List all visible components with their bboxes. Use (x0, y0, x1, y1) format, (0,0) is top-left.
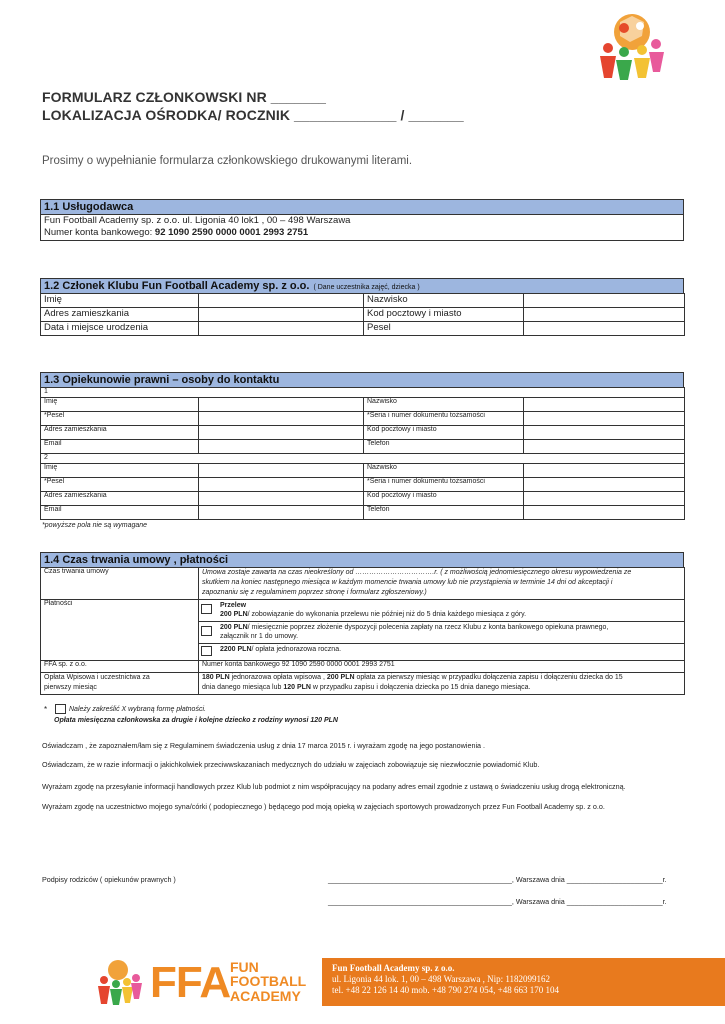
guardian-2-address-field[interactable] (199, 492, 364, 506)
contract-duration-label: Czas trwania umowy (41, 568, 199, 600)
guardian-2-email-label: Email (41, 506, 199, 520)
member-pesel-label: Pesel (364, 322, 524, 336)
payment-table (40, 567, 685, 695)
note-checkbox-icon (55, 704, 66, 714)
member-surname-label: Nazwisko (364, 294, 524, 308)
guardian-2-surname-label: Nazwisko (364, 464, 524, 478)
member-postcode-label: Kod pocztowy i miasto (364, 308, 524, 322)
guardian-2-id-label: *Seria i numer dokumentu tożsamości (364, 478, 524, 492)
section-1-2-heading: 1.2 Członek Klubu Fun Football Academy sp. z o.o. ( Dane uczestnika zajęć, dziecka ) (40, 278, 684, 294)
footer-company: Fun Football Academy sp. z o.o. (332, 963, 455, 973)
guardian-2-id-field[interactable] (524, 478, 685, 492)
member-name-field[interactable] (199, 294, 364, 308)
guardian-2-address-label: Adres zamieszkania (41, 492, 199, 506)
logo-football: FOOTBALL (230, 973, 307, 989)
guardian-1-email-field[interactable] (199, 440, 364, 454)
footer-address: ul. Ligonia 44 lok. 1, 00 – 498 Warszawa , Nip: 1182099162 (332, 974, 550, 984)
ffa-label: FFA sp. z o.o. (41, 661, 199, 673)
guardian-1-name-label: Imię (41, 398, 199, 412)
guardian-2-phone-field[interactable] (524, 506, 685, 520)
section-1-4-heading: 1.4 Czas trwania umowy , płatności (40, 552, 684, 568)
transfer-checkbox[interactable] (201, 604, 212, 614)
guardian-2-postcode-label: Kod pocztowy i miasto (364, 492, 524, 506)
contract-duration-text: Umowa zostaje zawarta na czas nieokreślony od …………………………….r. ( z możliwością jednomiesięcznego okresu wypowiedzenia ze skutkiem na koniec następnego miesiąca w każdym momencie trwania umowy lub nie przystąpienia w terminie 14 dni od akceptacji i zapoznaniu się z regulaminem poprzez stronę i formularz zgłoszeniowy.) (199, 568, 685, 600)
guardian-1-postcode-label: Kod pocztowy i miasto (364, 426, 524, 440)
guardian-2-email-field[interactable] (199, 506, 364, 520)
member-name-label: Imię (41, 294, 199, 308)
guardian-1-name-field[interactable] (199, 398, 364, 412)
section-1-3-heading: 1.3 Opiekunowie prawni – osoby do kontaktu (40, 372, 684, 388)
provider-table (40, 214, 684, 241)
signature-line-2[interactable]: ______________________________________________, Warszawa dnia ________________________r. (328, 897, 667, 906)
payment-option-annual[interactable]: 2200 PLN/ opłata jednorazowa roczna. (199, 644, 684, 660)
guardian-2-postcode-field[interactable] (524, 492, 685, 506)
member-address-label: Adres zamieszkania (41, 308, 199, 322)
guardian-1-pesel-label: *Pesel (41, 412, 199, 426)
guardian-1-surname-label: Nazwisko (364, 398, 524, 412)
footer-contact-band (322, 958, 725, 1006)
required-note: *powyższe pola nie są wymagane (42, 522, 148, 529)
payment-option-transfer[interactable]: Przelew 200 PLN/ zobowiązanie do wykonania przelewu nie później niż do 5 dnia każdego miesiąca z góry. (199, 600, 684, 622)
member-pesel-field[interactable] (524, 322, 685, 336)
guardian-1-surname-field[interactable] (524, 398, 685, 412)
guardian-2-name-label: Imię (41, 464, 199, 478)
guardian-1-address-label: Adres zamieszkania (41, 426, 199, 440)
member-address-field[interactable] (199, 308, 364, 322)
declaration-4: Wyrażam zgodę na uczestnictwo mojego syna/córki ( podopiecznego ) będącego pod moją opieką w zajęciach sportowych prowadzonych przez Fun Football Academy sp. z o.o. (42, 802, 605, 811)
guardian-2-surname-field[interactable] (524, 464, 685, 478)
declaration-1: Oświadczam , że zapoznałem/łam się z Regulaminem świadczenia usług z dnia 17 marca 2015 r. i wyrażam zgodę na jego postanowienia . (42, 741, 486, 750)
ffa-kids-logo-icon (594, 8, 666, 86)
guardian-1-id-label: *Seria i numer dokumentu tożsamości (364, 412, 524, 426)
guardian-2-pesel-field[interactable] (199, 478, 364, 492)
form-title: FORMULARZ CZŁONKOWSKI NR _______ (42, 89, 327, 105)
location-title: LOKALIZACJA OŚRODKA/ ROCZNIK _____________ / _______ (42, 107, 464, 123)
guardian-1-phone-field[interactable] (524, 440, 685, 454)
signature-label: Podpisy rodziców ( opiekunów prawnych ) (42, 875, 176, 884)
ffa-footer-logo (96, 958, 306, 1008)
guardian-1-email-label: Email (41, 440, 199, 454)
entry-fee-label: Opłata Wpisowa i uczestnictwa za pierwszy miesiąc (41, 673, 199, 695)
provider-address: Fun Football Academy sp. z o.o. ul. Ligonia 40 lok1 , 00 – 498 Warszawa (41, 215, 684, 228)
guardian-1-address-field[interactable] (199, 426, 364, 440)
payments-label: Płatności (41, 600, 199, 661)
guardian-1-id-field[interactable] (524, 412, 685, 426)
logo-fun: FUN (230, 959, 259, 975)
payment-option-direct-debit[interactable]: 200 PLN/ miesięcznie poprzez złożenie dyspozycji polecenia zapłaty na rzecz Klubu z konta bankowego opiekuna prawnego, załącznik nr 1 do umowy. (199, 622, 684, 644)
note-star: * (44, 705, 48, 714)
logo-academy: ACADEMY (230, 988, 301, 1004)
annual-checkbox[interactable] (201, 646, 212, 656)
entry-fee-text: 180 PLN jednorazowa opłata wpisowa , 200 PLN opłata za pierwszy miesiąc w przypadku dołączenia zapisu i dołączeniu dziecka do 15 dnia danego miesiąca lub 120 PLN w przypadku zapisu i dołączenia dziecka po 15 dnia danego miesiąca. (199, 673, 685, 695)
guardian-2-number: 2 (41, 454, 685, 464)
member-table (40, 293, 685, 336)
guardians-table (40, 387, 685, 520)
member-surname-field[interactable] (524, 294, 685, 308)
kids-group-icon (96, 958, 142, 1006)
guardian-1-postcode-field[interactable] (524, 426, 685, 440)
mark-note: Należy zakreślić X wybraną formę płatności. (69, 706, 206, 713)
declaration-2: Oświadczam, że w razie informacji o jakichkolwiek przeciwwskazaniach medycznych do udziału w zajęciach zobowiązuje się niezwłocznie powiadomić Klub. (42, 760, 540, 769)
provider-account: Numer konta bankowego: 92 1090 2590 0000 0001 2993 2751 (41, 227, 684, 241)
guardian-1-pesel-field[interactable] (199, 412, 364, 426)
payments-options (199, 600, 685, 661)
guardian-1-number: 1 (41, 388, 685, 398)
section-1-1-heading: 1.1 Usługodawca (40, 199, 684, 215)
intro-text: Prosimy o wypełnianie formularza członkowskiego drukowanymi literami. (42, 155, 413, 167)
declaration-3: Wyrażam zgodę na przesyłanie informacji handlowych przez Klub lub podmiot z nim współpracujący na podany adres email zgodnie z ustawą o świadczeniu usług drogą elektroniczną. (42, 782, 626, 791)
member-birth-field[interactable] (199, 322, 364, 336)
ffa-big-letters: FFA (150, 958, 231, 1007)
ffa-account: Numer konta bankowego 92 1090 2590 0000 0001 2993 2751 (199, 661, 685, 673)
signature-line-1[interactable]: ______________________________________________, Warszawa dnia ________________________r. (328, 875, 667, 884)
footer-contact: tel. +48 22 126 14 40 mob. +48 790 274 054, +48 663 170 104 (332, 985, 559, 995)
guardian-2-pesel-label: *Pesel (41, 478, 199, 492)
discount-note: Opłata miesięczna członkowska za drugie i kolejne dziecko z rodziny wynosi 120 PLN (54, 717, 338, 724)
member-postcode-field[interactable] (524, 308, 685, 322)
guardian-1-phone-label: Telefon (364, 440, 524, 454)
guardian-2-name-field[interactable] (199, 464, 364, 478)
member-birth-label: Data i miejsce urodzenia (41, 322, 199, 336)
direct-debit-checkbox[interactable] (201, 626, 212, 636)
guardian-2-phone-label: Telefon (364, 506, 524, 520)
